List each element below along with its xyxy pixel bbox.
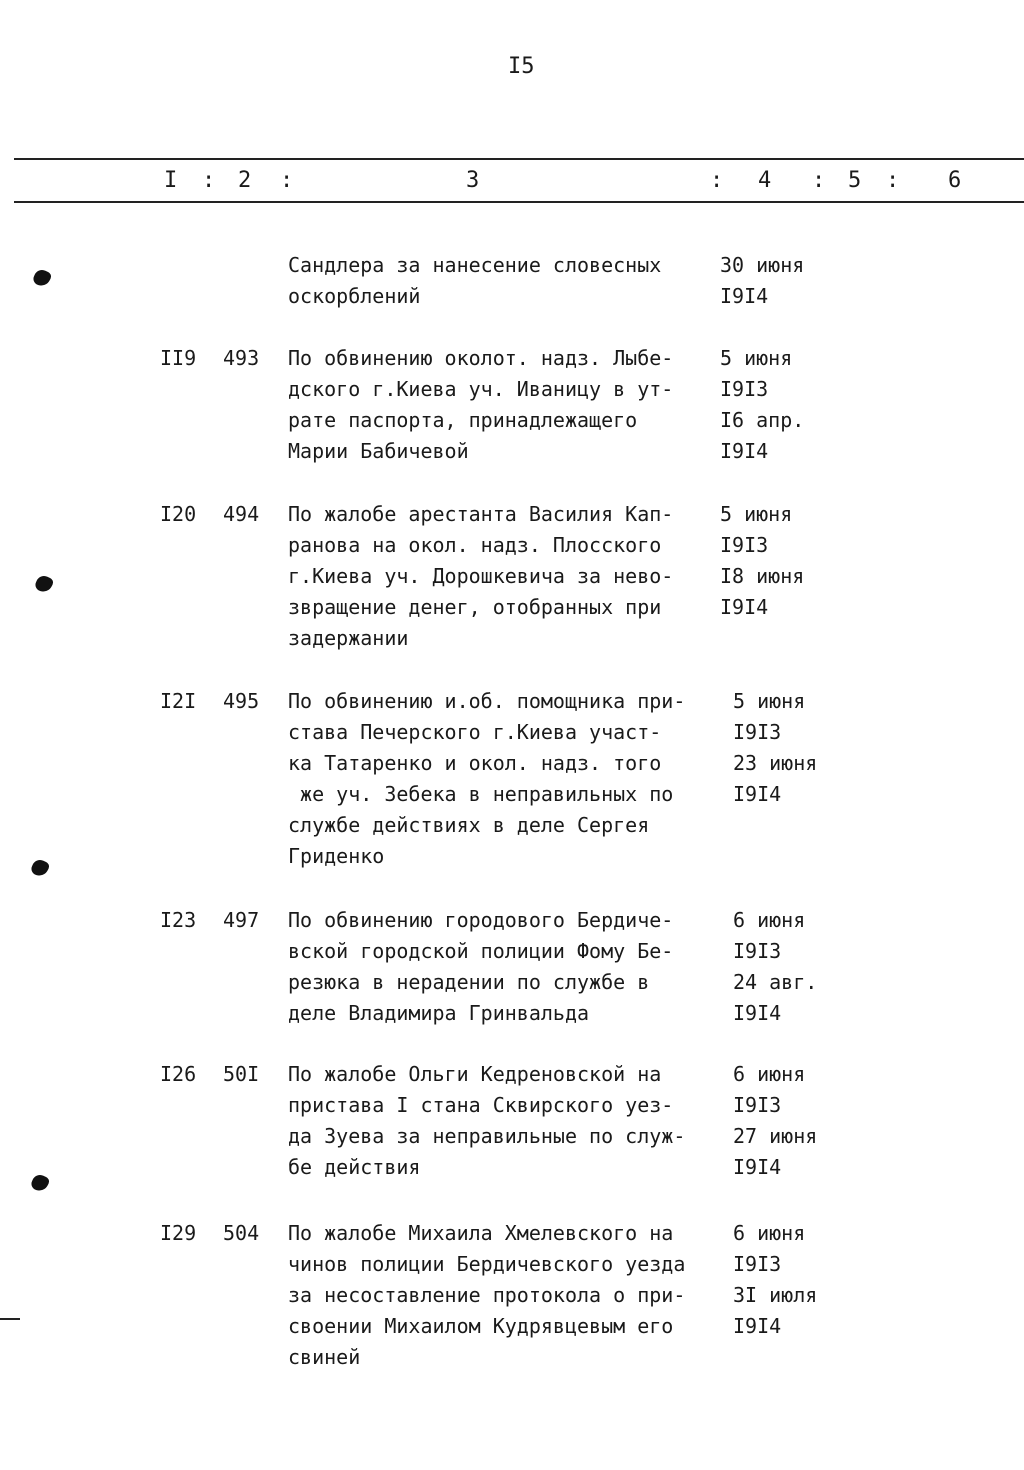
description-line: задержании — [288, 626, 409, 650]
row-number: II9 — [160, 346, 197, 370]
header-col-1: I — [164, 168, 178, 193]
date-line: 5 июня — [733, 689, 806, 713]
date-line: I9I3 — [733, 720, 782, 744]
binding-hole-mark — [29, 1172, 50, 1193]
description-line: рате паспорта, принадлежащего — [288, 408, 638, 432]
binding-hole-mark — [33, 573, 54, 594]
date-line: 3I июля — [733, 1283, 818, 1307]
description-line: службе действиях в деле Сергея — [288, 813, 650, 837]
header-separator: : — [812, 168, 826, 193]
row-number: I29 — [160, 1221, 197, 1245]
date-line: I9I4 — [733, 1155, 782, 1179]
table-header-rule-bottom — [14, 201, 1024, 203]
description-line: По жалобе Ольги Кедреновской на — [288, 1062, 662, 1086]
date-line: I9I4 — [720, 439, 769, 463]
case-dates — [720, 250, 840, 312]
description-line: По обвинению городового Бердиче- — [288, 908, 674, 932]
case-number: 493 — [223, 346, 260, 370]
description-line: Гриденко — [288, 844, 385, 868]
case-dates — [733, 905, 853, 1029]
description-line: По жалобе Михаила Хмелевского на — [288, 1221, 674, 1245]
description-line: своении Михаилом Кудрявцевым его — [288, 1314, 674, 1338]
description-line: дского г.Киева уч. Иваницу в ут- — [288, 377, 674, 401]
header-separator: : — [710, 168, 724, 193]
date-line: I9I3 — [720, 377, 769, 401]
description-line: вской городской полиции Фому Бе- — [288, 939, 674, 963]
header-col-4: 4 — [758, 168, 772, 193]
header-col-2: 2 — [238, 168, 252, 193]
date-line: 5 июня — [720, 502, 793, 526]
description-line: резюка в нерадении по службе в — [288, 970, 650, 994]
date-line: 6 июня — [733, 1221, 806, 1245]
description-line: г.Киева уч. Дорошкевича за нево- — [288, 564, 674, 588]
description-line: да Зуева за неправильные по служ- — [288, 1124, 686, 1148]
description-line: пристава I стана Сквирского уез- — [288, 1093, 674, 1117]
case-dates — [720, 343, 840, 467]
page-number: I5 — [508, 54, 535, 79]
date-line: 6 июня — [733, 1062, 806, 1086]
header-separator: : — [202, 168, 216, 193]
case-number: 495 — [223, 689, 260, 713]
description-line: звращение денег, отобранных при — [288, 595, 662, 619]
date-line: I6 апр. — [720, 408, 805, 432]
date-line: 24 авг. — [733, 970, 818, 994]
description-line: Марии Бабичевой — [288, 439, 469, 463]
case-dates — [733, 1218, 853, 1342]
header-col-5: 5 — [848, 168, 862, 193]
case-dates — [733, 1059, 853, 1183]
header-col-6: 6 — [948, 168, 962, 193]
case-description — [288, 1059, 708, 1183]
description-line: бе действия — [288, 1155, 421, 1179]
row-number: I23 — [160, 908, 197, 932]
case-number: 497 — [223, 908, 260, 932]
row-number: I20 — [160, 502, 197, 526]
description-line: По жалобе арестанта Василия Кап- — [288, 502, 674, 526]
case-description — [288, 905, 708, 1029]
description-line: ка Татаренко и окол. надз. того — [288, 751, 662, 775]
case-number: 494 — [223, 502, 260, 526]
description-line: става Печерского г.Киева участ- — [288, 720, 662, 744]
description-line: чинов полиции Бердичевского уезда — [288, 1252, 686, 1276]
date-line: I9I3 — [720, 533, 769, 557]
description-line: оскорблений — [288, 284, 421, 308]
case-dates — [720, 499, 840, 623]
case-description — [288, 686, 708, 872]
date-line: 27 июня — [733, 1124, 818, 1148]
date-line: I9I3 — [733, 1093, 782, 1117]
description-line: По обвинению и.об. помощника при- — [288, 689, 686, 713]
case-description — [288, 250, 708, 312]
description-line: ранова на окол. надз. Плосского — [288, 533, 662, 557]
header-separator: : — [280, 168, 294, 193]
case-description — [288, 499, 708, 654]
date-line: 30 июня — [720, 253, 805, 277]
date-line: I9I3 — [733, 1252, 782, 1276]
date-line: 23 июня — [733, 751, 818, 775]
date-line: I9I4 — [733, 1001, 782, 1025]
case-description — [288, 343, 708, 467]
date-line: I9I4 — [720, 595, 769, 619]
table-header-rule-top — [14, 158, 1024, 160]
description-line: деле Владимира Гринвальда — [288, 1001, 590, 1025]
description-line: за несоставление протокола о при- — [288, 1283, 686, 1307]
case-number: 504 — [223, 1221, 260, 1245]
case-dates — [733, 686, 853, 810]
header-col-3: 3 — [466, 168, 480, 193]
case-description — [288, 1218, 708, 1373]
date-line: 5 июня — [720, 346, 793, 370]
date-line: 6 июня — [733, 908, 806, 932]
case-number: 50I — [223, 1062, 260, 1086]
date-line: I9I3 — [733, 939, 782, 963]
row-number: I2I — [160, 689, 197, 713]
header-separator: : — [886, 168, 900, 193]
date-line: I9I4 — [733, 782, 782, 806]
margin-mark — [0, 1318, 20, 1320]
binding-hole-mark — [31, 267, 52, 288]
description-line: Сандлера за нанесение словесных — [288, 253, 662, 277]
date-line: I8 июня — [720, 564, 805, 588]
binding-hole-mark — [29, 857, 50, 878]
description-line: По обвинению околот. надз. Лыбе- — [288, 346, 674, 370]
row-number: I26 — [160, 1062, 197, 1086]
date-line: I9I4 — [733, 1314, 782, 1338]
description-line: свиней — [288, 1345, 361, 1369]
description-line: же уч. Зебека в неправильных по — [288, 782, 674, 806]
date-line: I9I4 — [720, 284, 769, 308]
